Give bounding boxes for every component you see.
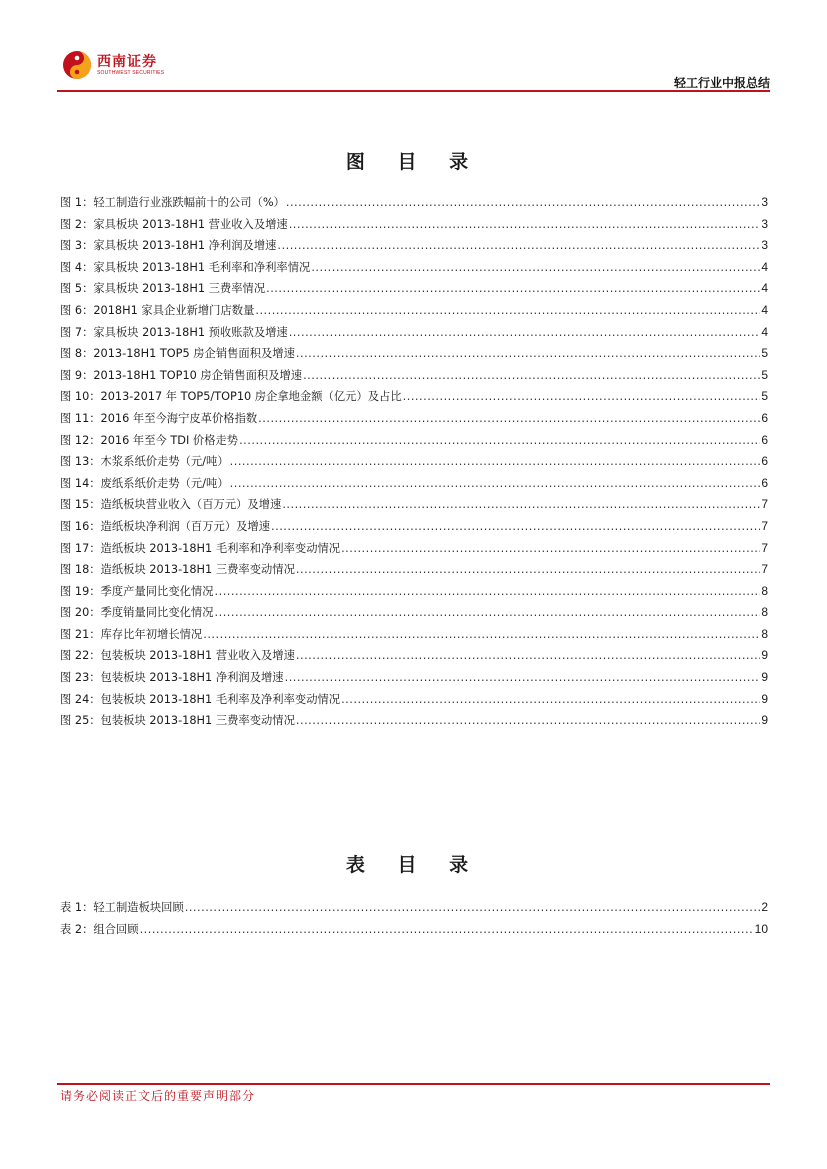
toc-page-number: 7 xyxy=(761,562,768,577)
figure-toc-entry[interactable] xyxy=(60,322,768,344)
toc-entry-label: 图 10：2013-2017 年 TOP5/TOP10 房企拿地金额（亿元）及占比 xyxy=(60,390,402,404)
toc-entry-label: 图 12：2016 年至今 TDI 价格走势 xyxy=(60,433,239,447)
figure-toc-entry[interactable] xyxy=(60,192,768,214)
toc-entry-label: 图 22：包装板块 2013-18H1 营业收入及增速 xyxy=(60,649,295,663)
logo-english-name: SOUTHWEST SECURITIES xyxy=(97,70,165,76)
toc-page-number: 6 xyxy=(761,475,768,490)
toc-leader-dots xyxy=(203,624,760,646)
figure-toc-entry[interactable] xyxy=(60,408,768,430)
toc-leader-dots xyxy=(296,710,760,732)
toc-page-number: 10 xyxy=(754,921,768,936)
toc-entry-label: 图 16：造纸板块净利润（百万元）及增速 xyxy=(60,519,271,533)
toc-leader-dots xyxy=(289,214,761,236)
toc-entry-label: 图 9：2013-18H1 TOP10 房企销售面积及增速 xyxy=(60,368,303,382)
toc-leader-dots xyxy=(285,667,761,689)
toc-entry-label: 图 8：2013-18H1 TOP5 房企销售面积及增速 xyxy=(60,347,295,361)
figure-toc-entry[interactable] xyxy=(60,300,768,322)
figure-toc-entry[interactable] xyxy=(60,451,768,473)
toc-entry-label: 图 1：轻工制造行业涨跌幅前十的公司（%） xyxy=(60,196,285,209)
toc-leader-dots xyxy=(185,897,761,919)
company-logo xyxy=(62,50,164,80)
toc-entry-label: 图 19：季度产量同比变化情况 xyxy=(60,584,214,598)
toc-page-number: 9 xyxy=(761,648,768,663)
toc-entry-label: 图 24：包装板块 2013-18H1 毛利率及净利率变动情况 xyxy=(60,692,341,706)
toc-leader-dots xyxy=(255,300,760,322)
toc-leader-dots xyxy=(239,430,760,452)
tables-toc-list xyxy=(60,897,768,940)
toc-leader-dots xyxy=(286,192,760,214)
toc-page-number: 8 xyxy=(761,626,768,641)
toc-leader-dots xyxy=(403,386,761,408)
figure-toc-entry[interactable] xyxy=(60,235,768,257)
toc-entry-label: 表 1：轻工制造板块回顾 xyxy=(60,901,184,914)
header-divider xyxy=(57,90,770,92)
toc-leader-dots xyxy=(266,278,760,300)
toc-page-number: 3 xyxy=(761,195,768,209)
toc-entry-label: 图 14：废纸系纸价走势（元/吨） xyxy=(60,476,229,490)
page-header xyxy=(57,44,770,92)
toc-leader-dots xyxy=(140,919,754,941)
toc-leader-dots xyxy=(341,538,760,560)
toc-leader-dots xyxy=(311,257,760,279)
toc-leader-dots xyxy=(282,494,760,516)
toc-leader-dots xyxy=(296,645,760,667)
toc-page-number: 8 xyxy=(761,583,768,598)
toc-entry-label: 图 5：家具板块 2013-18H1 三费率情况 xyxy=(60,282,266,296)
report-type-label: 轻工行业中报总结 xyxy=(673,76,770,90)
toc-page-number: 5 xyxy=(761,367,768,382)
toc-entry-label: 图 15：造纸板块营业收入（百万元）及增速 xyxy=(60,498,282,512)
figure-toc-entry[interactable] xyxy=(60,538,768,560)
toc-page-number: 9 xyxy=(761,670,768,685)
figure-toc-entry[interactable] xyxy=(60,473,768,495)
figure-toc-entry[interactable] xyxy=(60,365,768,387)
figure-toc-entry[interactable] xyxy=(60,516,768,538)
figures-toc-title: 图 目 录 xyxy=(345,151,482,173)
toc-page-number: 9 xyxy=(761,691,768,706)
toc-page-number: 7 xyxy=(761,497,768,512)
toc-page-number: 3 xyxy=(761,238,768,253)
toc-entry-label: 图 3：家具板块 2013-18H1 净利润及增速 xyxy=(60,239,277,253)
toc-leader-dots xyxy=(296,343,760,365)
toc-entry-label: 图 2：家具板块 2013-18H1 营业收入及增速 xyxy=(60,217,288,231)
figure-toc-entry[interactable] xyxy=(60,581,768,603)
toc-leader-dots xyxy=(341,689,760,711)
figure-toc-entry[interactable] xyxy=(60,257,768,279)
toc-page-number: 4 xyxy=(761,281,768,296)
table-toc-entry[interactable] xyxy=(60,919,768,941)
toc-page-number: 6 xyxy=(761,432,768,447)
toc-leader-dots xyxy=(277,235,760,257)
figure-toc-entry[interactable] xyxy=(60,710,768,732)
toc-entry-label: 图 23：包装板块 2013-18H1 净利润及增速 xyxy=(60,671,284,685)
toc-page-number: 5 xyxy=(761,389,768,404)
toc-entry-label: 图 11：2016 年至今海宁皮革价格指数 xyxy=(60,411,258,425)
tables-toc-title: 表 目 录 xyxy=(345,854,482,876)
figure-toc-entry[interactable] xyxy=(60,559,768,581)
figure-toc-entry[interactable] xyxy=(60,494,768,516)
toc-entry-label: 图 18：造纸板块 2013-18H1 三费率变动情况 xyxy=(60,563,295,577)
figure-toc-entry[interactable] xyxy=(60,624,768,646)
toc-entry-label: 图 13：木浆系纸价走势（元/吨） xyxy=(60,455,229,469)
toc-entry-label: 图 6：2018H1 家具企业新增门店数量 xyxy=(60,303,255,317)
toc-leader-dots xyxy=(230,451,761,473)
toc-entry-label: 图 25：包装板块 2013-18H1 三费率变动情况 xyxy=(60,714,295,728)
toc-page-number: 6 xyxy=(761,410,768,425)
toc-leader-dots xyxy=(230,473,761,495)
figure-toc-entry[interactable] xyxy=(60,667,768,689)
logo-chinese-name: 西南证券 xyxy=(97,54,157,70)
toc-page-number: 6 xyxy=(761,454,768,469)
toc-page-number: 5 xyxy=(761,346,768,361)
figure-toc-entry[interactable] xyxy=(60,602,768,624)
table-toc-entry[interactable] xyxy=(60,897,768,919)
toc-page-number: 8 xyxy=(761,605,768,620)
footer-disclaimer: 请务必阅读正文后的重要声明部分 xyxy=(60,1089,256,1103)
toc-page-number: 4 xyxy=(761,324,768,339)
toc-leader-dots xyxy=(271,516,760,538)
toc-page-number: 4 xyxy=(761,302,768,317)
toc-page-number: 7 xyxy=(761,540,768,555)
figure-toc-entry[interactable] xyxy=(60,645,768,667)
toc-entry-label: 图 17：造纸板块 2013-18H1 毛利率和净利率变动情况 xyxy=(60,541,341,555)
toc-entry-label: 图 4：家具板块 2013-18H1 毛利率和净利率情况 xyxy=(60,260,311,274)
figure-toc-entry[interactable] xyxy=(60,343,768,365)
southwest-securities-logo-icon xyxy=(62,50,92,80)
toc-entry-label: 图 7：家具板块 2013-18H1 预收账款及增速 xyxy=(60,325,288,339)
figure-toc-entry[interactable] xyxy=(60,214,768,236)
toc-page-number: 3 xyxy=(761,216,768,231)
toc-leader-dots xyxy=(289,322,761,344)
toc-entry-label: 表 2：组合回顾 xyxy=(60,922,139,936)
toc-page-number: 2 xyxy=(761,900,768,914)
toc-leader-dots xyxy=(258,408,760,430)
toc-entry-label: 图 21：库存比年初增长情况 xyxy=(60,627,203,641)
figure-toc-entry[interactable] xyxy=(60,386,768,408)
toc-leader-dots xyxy=(215,581,761,603)
figure-toc-entry[interactable] xyxy=(60,689,768,711)
toc-leader-dots xyxy=(215,602,761,624)
toc-page-number: 4 xyxy=(761,259,768,274)
toc-leader-dots xyxy=(303,365,760,387)
figure-toc-entry[interactable] xyxy=(60,278,768,300)
figures-toc-list xyxy=(60,192,768,732)
figure-toc-entry[interactable] xyxy=(60,430,768,452)
toc-page-number: 9 xyxy=(761,713,768,728)
toc-leader-dots xyxy=(296,559,760,581)
footer-divider xyxy=(57,1083,770,1085)
toc-entry-label: 图 20：季度销量同比变化情况 xyxy=(60,606,214,620)
toc-page-number: 7 xyxy=(761,518,768,533)
